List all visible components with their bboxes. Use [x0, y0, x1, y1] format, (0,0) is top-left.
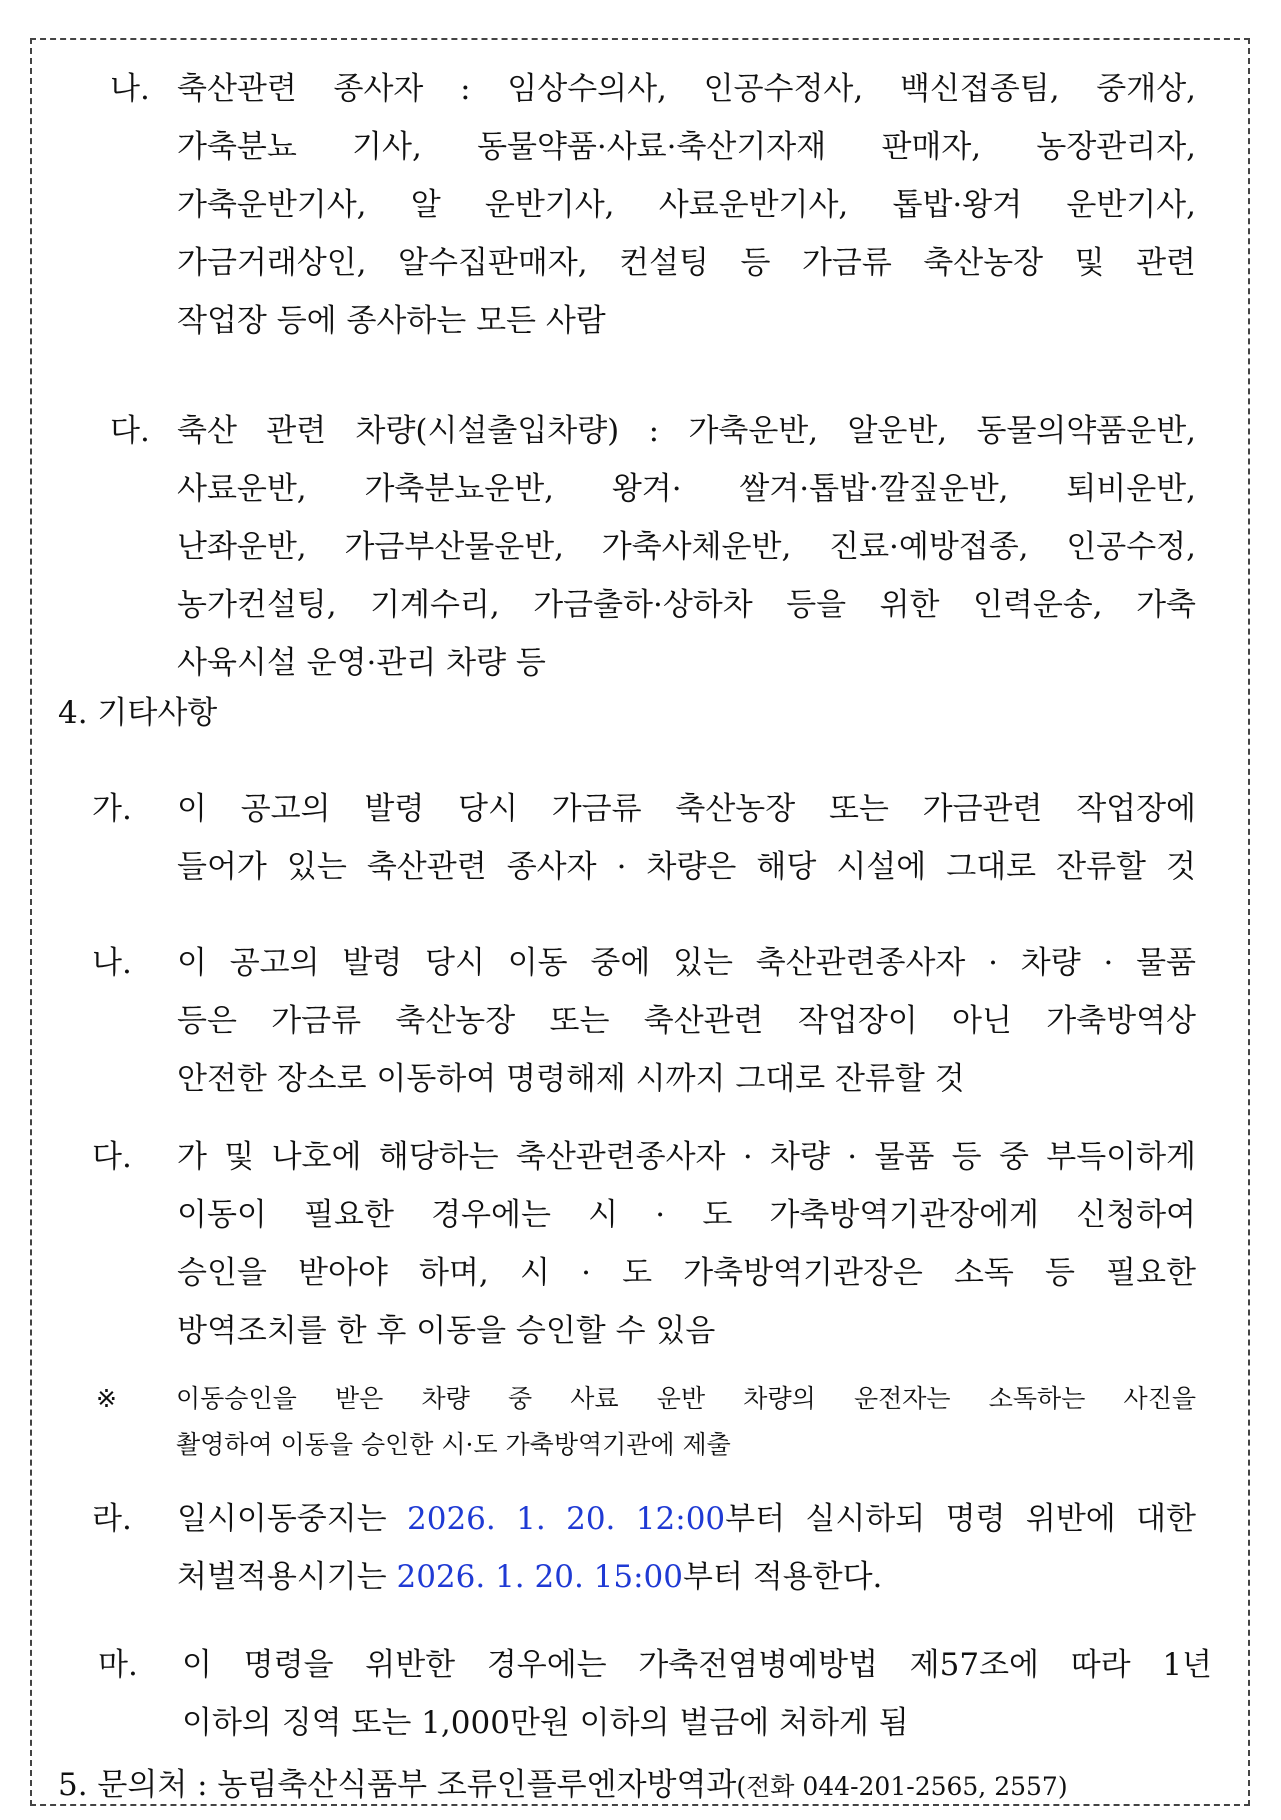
item-marker: 다.: [110, 413, 150, 449]
contact-department: 5. 문의처 : 농림축산식품부 조류인플루엔자방역과: [58, 1767, 737, 1803]
item-line: 축산관련 종사자 : 임상수의사, 인공수정사, 백신접종팀, 중개상,: [177, 71, 1196, 107]
item-body: [177, 60, 1196, 350]
item-body: [182, 1636, 1212, 1752]
item-line: 등은 가금류 축산농장 또는 축산관련 작업장이 아닌 가축방역상: [177, 1003, 1196, 1039]
contact-phone: (전화 044-201-2565, 2557): [736, 1772, 1068, 1801]
item-line: 이하의 징역 또는 1,000만원 이하의 벌금에 처하게 됨: [182, 1705, 909, 1741]
line-text: 부터 적용한다.: [683, 1559, 883, 1595]
item-marker: 나.: [92, 945, 132, 981]
note-marker: ※: [96, 1384, 117, 1413]
line-text: 일시이동중지는: [177, 1501, 408, 1537]
item-body: [177, 402, 1196, 692]
item-line: [177, 1490, 1196, 1548]
item-ga-remain-in-facility: [32, 780, 1248, 896]
notice-frame: [30, 38, 1250, 1806]
section-heading-other: 4. 기타사항: [58, 695, 218, 731]
item-body: [177, 780, 1196, 896]
item-marker: 가.: [92, 791, 132, 827]
section-heading-contact: [58, 1756, 1248, 1816]
note-body: [176, 1376, 1196, 1468]
note-line: 촬영하여 이동을 승인한 시·도 가축방역기관에 제출: [176, 1430, 731, 1459]
item-line: 가축분뇨 기사, 동물약품·사료·축산기자재 판매자, 농장관리자,: [177, 129, 1196, 165]
item-line: 안전한 장소로 이동하여 명령해제 시까지 그대로 잔류할 것: [177, 1061, 965, 1097]
line-text: 처벌적용시기는: [177, 1559, 397, 1595]
item-body: [177, 1128, 1196, 1360]
item-line: 이동이 필요한 경우에는 시 · 도 가축방역기관장에게 신청하여: [177, 1197, 1196, 1233]
item-ma-penalty: [32, 1636, 1248, 1752]
item-line: 가금거래상인, 알수집판매자, 컨설팅 등 가금류 축산농장 및 관련: [177, 245, 1196, 281]
note-feed-vehicle-disinfection: [32, 1376, 1248, 1468]
item-line: 농가컨설팅, 기계수리, 가금출하·상하차 등을 위한 인력운송, 가축: [177, 587, 1196, 623]
item-line: 가축운반기사, 알 운반기사, 사료운반기사, 톱밥·왕겨 운반기사,: [177, 187, 1196, 223]
item-line: 사육시설 운영·관리 차량 등: [177, 645, 546, 681]
item-marker: 라.: [92, 1501, 132, 1537]
note-line: 이동승인을 받은 차량 중 사료 운반 차량의 운전자는 소독하는 사진을: [176, 1384, 1196, 1413]
item-line: 이 공고의 발령 당시 가금류 축산농장 또는 가금관련 작업장에: [177, 791, 1196, 827]
item-line: 가 및 나호에 해당하는 축산관련종사자 · 차량 · 물품 등 중 부득이하게: [177, 1139, 1196, 1175]
item-ra-effective-times: [32, 1490, 1248, 1606]
start-time: 2026. 1. 20. 12:00: [407, 1501, 726, 1537]
item-da-movement-approval: [32, 1128, 1248, 1360]
item-line: 승인을 받아야 하며, 시 · 도 가축방역기관장은 소독 등 필요한: [177, 1255, 1196, 1291]
item-na-practitioners: [32, 60, 1248, 350]
item-da-vehicles: [32, 402, 1248, 692]
item-marker: 나.: [110, 71, 150, 107]
item-na-in-transit: [32, 934, 1248, 1108]
item-body: [177, 1490, 1196, 1606]
item-line: [177, 1548, 1196, 1606]
line-text: 부터 실시하되 명령 위반에 대한: [725, 1501, 1196, 1537]
item-line: 축산 관련 차량(시설출입차량) : 가축운반, 알운반, 동물의약품운반,: [177, 413, 1196, 449]
item-line: 이 명령을 위반한 경우에는 가축전염병예방법 제57조에 따라 1년: [182, 1647, 1212, 1683]
item-marker: 마.: [98, 1647, 138, 1683]
item-line: 난좌운반, 가금부산물운반, 가축사체운반, 진료·예방접종, 인공수정,: [177, 529, 1196, 565]
penalty-time: 2026. 1. 20. 15:00: [396, 1559, 684, 1595]
item-marker: 다.: [92, 1139, 132, 1175]
item-line: 들어가 있는 축산관련 종사자 · 차량은 해당 시설에 그대로 잔류할 것: [177, 849, 1196, 885]
item-line: 사료운반, 가축분뇨운반, 왕겨· 쌀겨·톱밥·깔짚운반, 퇴비운반,: [177, 471, 1196, 507]
item-line: 작업장 등에 종사하는 모든 사람: [177, 303, 606, 339]
item-line: 이 공고의 발령 당시 이동 중에 있는 축산관련종사자 · 차량 · 물품: [177, 945, 1196, 981]
item-line: 방역조치를 한 후 이동을 승인할 수 있음: [177, 1313, 716, 1349]
item-body: [177, 934, 1196, 1108]
